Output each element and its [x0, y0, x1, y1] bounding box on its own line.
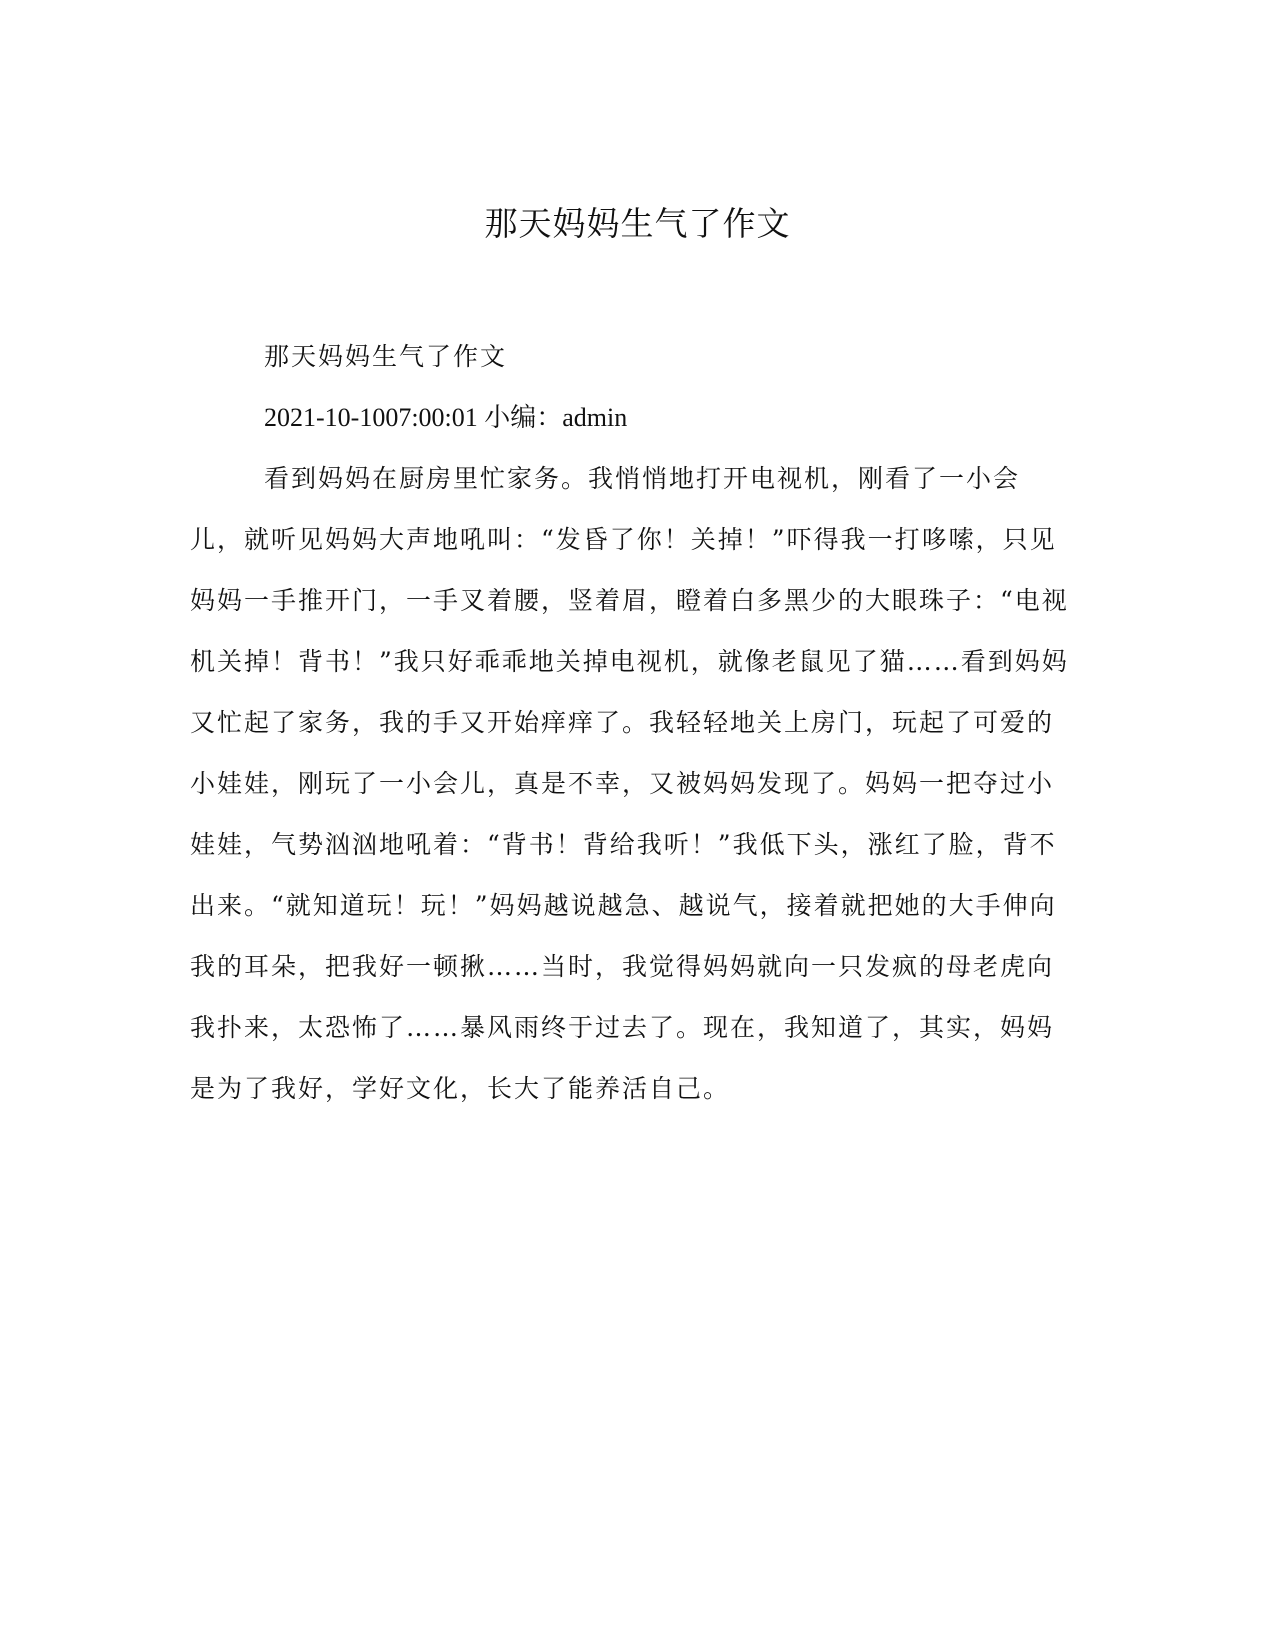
document-meta: 2021-10-1007:00:01 小编：admin: [264, 403, 628, 432]
document-subtitle: 那天妈妈生气了作文: [264, 342, 508, 371]
essay-paragraph: 看到妈妈在厨房里忙家务。我悄悄地打开电视机，刚看了一小会儿，就听见妈妈大声地吼叫：“发昏了你！关掉！”吓得我一打哆嗦，只见妈妈一手推开门，一手叉着腰，竖着眉，瞪着白多黑少的大眼珠子：“电视机关掉！背书！”我只好乖乖地关掉电视机，就像老鼠见了猫……看到妈妈又忙起了家务，我的手又开始痒痒了。我轻轻地关上房门，玩起了可爱的小娃娃，刚玩了一小会儿，真是不幸，又被妈妈发现了。妈妈一把夺过小娃娃，气势汹汹地吼着：“背书！背给我听！”我低下头，涨红了脸，背不出来。“就知道玩！玩！”妈妈越说越急、越说气，接着就把她的大手伸向我的耳朵，把我好一顿揪……当时，我觉得妈妈就向一只发疯的母老虎向我扑来，太恐怖了……暴风雨终于过去了。现在，我知道了，其实，妈妈是为了我好，学好文化，长大了能养活自己。: [190, 464, 1069, 1103]
document-body: [190, 326, 1070, 1119]
document-title: 那天妈妈生气了作文: [484, 204, 791, 243]
